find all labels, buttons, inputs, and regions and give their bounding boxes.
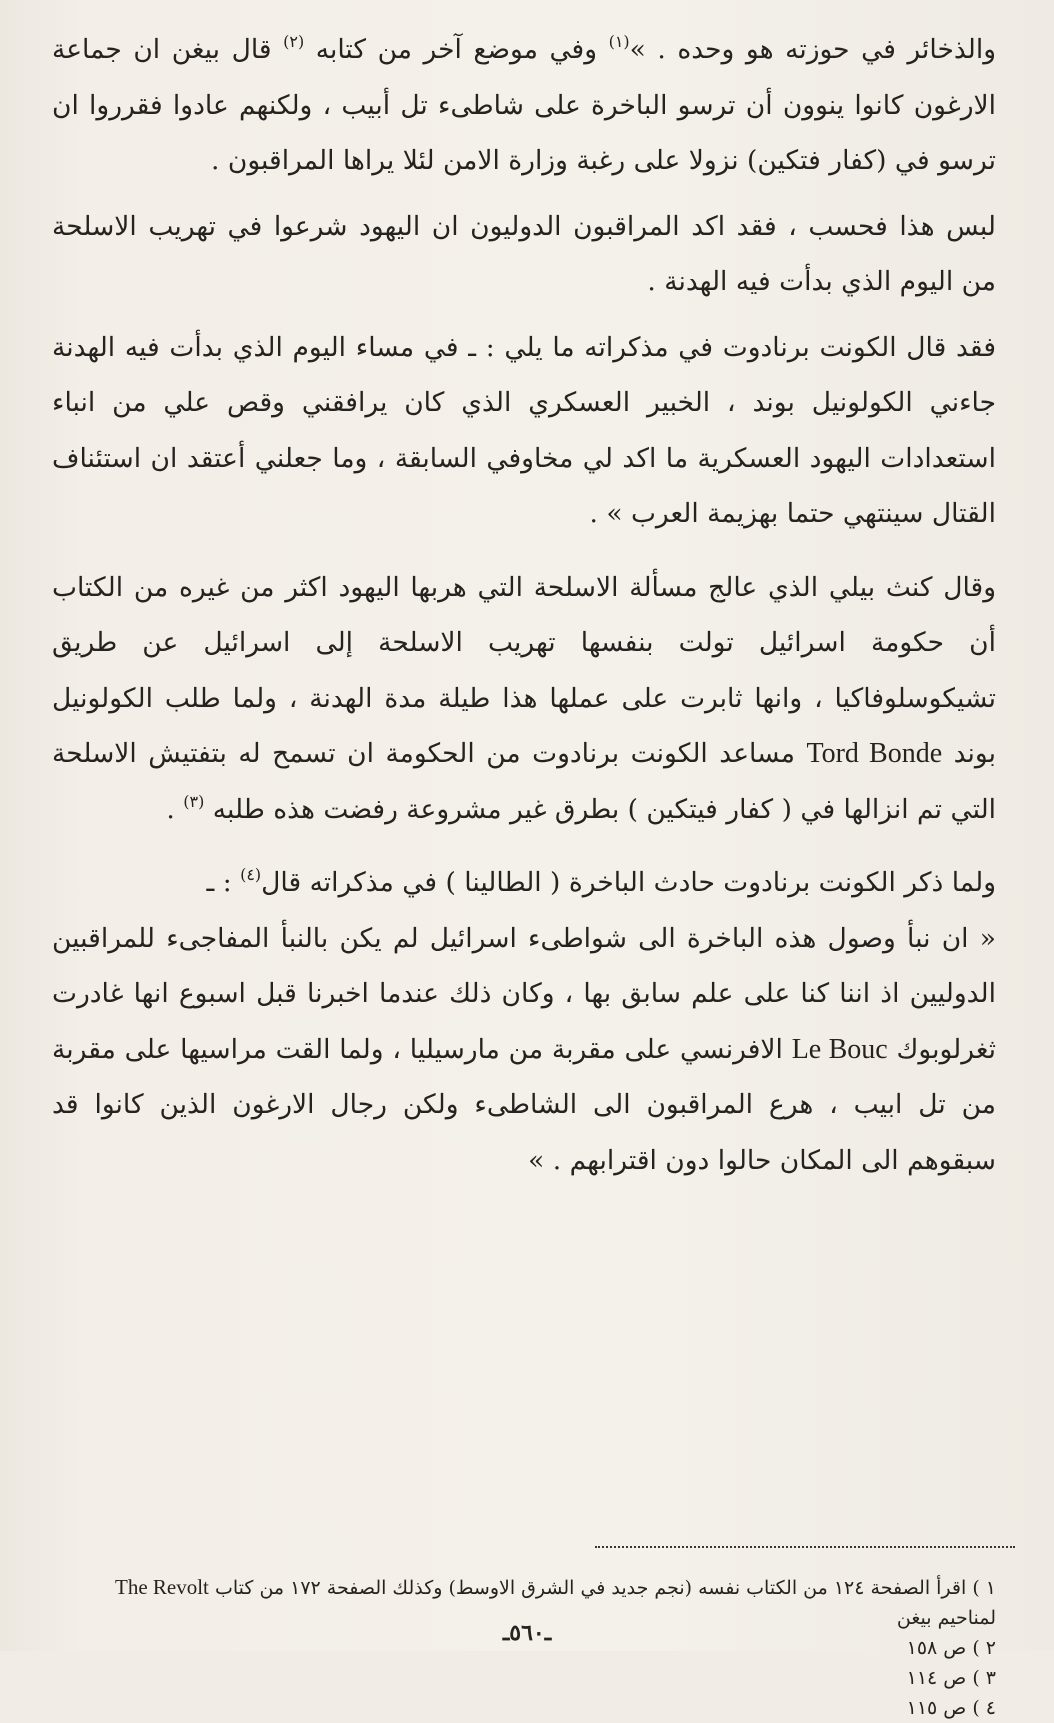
paragraph-5-after: : ـ <box>206 867 241 898</box>
footnote-4: ٤ ) ص ١١٥ <box>906 1697 996 1719</box>
latin-name-le-bouc: Le Bouc <box>791 1033 888 1065</box>
paragraph-4 <box>52 560 996 838</box>
paragraph-6-quote <box>52 911 996 1189</box>
paragraph-1-mid: وفي موضع آخر من كتابه <box>304 34 609 65</box>
paragraph-6-before: « ان نبأ وصول هذه الباخرة الى شواطىء اسرائيل لم يكن بالنبأ المفاجىء للمراقبين الدوليين اذ اننا كنا على علم سابق بها ، وكان ذلك عندما اخبرنا قبل اسبوع انها غادرت ثغرلوبوك <box>52 922 997 1065</box>
footnote-ref-3: (٣) <box>183 791 205 811</box>
main-text <box>52 22 996 1188</box>
footnotes <box>56 1572 996 1723</box>
footnote-1-after: لمناحيم بيغن <box>896 1607 996 1629</box>
footnote-2: ٢ ) ص ١٥٨ <box>906 1637 996 1659</box>
paragraph-1-before: والذخائر في حوزته هو وحده . » <box>629 34 997 65</box>
paragraph-2: لبس هذا فحسب ، فقد اكد المراقبون الدوليون ان اليهود شرعوا في تهريب الاسلحة من اليوم الذي بدأت فيه الهدنة . <box>52 210 996 297</box>
paragraph-4-after: مساعد الكونت برنادوت من الحكومة ان تسمح له بتفتيش الاسلحة التي تم انزالها في ( كفار فيتكين ) بطرق غير مشروعة رفضت هذه طلبه <box>52 738 996 825</box>
latin-title-the-revolt: The Revolt <box>115 1575 209 1599</box>
paragraph-1-after: قال بيغن ان جماعة الارغون كانوا ينوون أن ترسو الباخرة على شاطىء تل أبيب ، ولكنهم عادوا فقرروا ان ترسو في (كفار فتكين) نزولا على رغبة وزارة الامن لئلا يراها المراقبون . <box>52 34 996 176</box>
paragraph-1 <box>52 22 996 189</box>
latin-name-tord-bonde: Tord Bonde <box>806 738 943 769</box>
page-number: ـ٥٦٠ـ <box>502 1620 552 1646</box>
footnote-separator <box>595 1546 1015 1548</box>
paragraph-5 <box>52 855 996 911</box>
footnote-ref-1: (١) <box>608 31 630 51</box>
footnote-3: ٣ ) ص ١١٤ <box>906 1667 996 1689</box>
footnote-1-before: ١ ) اقرأ الصفحة ١٢٤ من الكتاب نفسه (نجم جديد في الشرق الاوسط) وكذلك الصفحة ١٧٢ من كتاب <box>208 1577 996 1599</box>
paragraph-3: فقد قال الكونت برنادوت في مذكراته ما يلي : ـ في مساء اليوم الذي بدأت فيه الهدنة جاءني الكولونيل بوند ، الخبير العسكري الذي كان يرافقني وقص علي من انباء استعدادات اليهود العسكرية ما اكد لي مخاوفي السابقة ، وما جعلني أعتقد ان استئناف القتال سينتهي حتما بهزيمة العرب » . <box>52 331 996 529</box>
paragraph-4-before: وقال كنث بيلي الذي عالج مسألة الاسلحة التي هربها اليهود اكثر من غيره من الكتاب أن حكومة اسرائيل تولت بنفسها تهريب الاسلحة إلى اسرائيل عن طريق تشيكوسلوفاكيا ، وانها ثابرت على عملها هذا طيلة مدة الهدنة ، ولما طلب الكولونيل بوند <box>52 571 996 769</box>
footnote-ref-4: (٤) <box>240 864 262 884</box>
paragraph-4-end: . <box>166 793 184 825</box>
paragraph-5-before: ولما ذكر الكونت برنادوت حادث الباخرة ( الطالينا ) في مذكراته قال <box>261 867 996 898</box>
paragraph-6-after: الافرنسي على مقربة من مارسيليا ، ولما القت مراسيها على مقربة من تل ابيب ، هرع المراقبون الى الشاطىء ولكن رجال الارغون الذين كانوا قد سبقوهم الى المكان حالوا دون اقترابهم . » <box>52 1033 996 1176</box>
footnote-ref-2: (٢) <box>283 31 305 51</box>
